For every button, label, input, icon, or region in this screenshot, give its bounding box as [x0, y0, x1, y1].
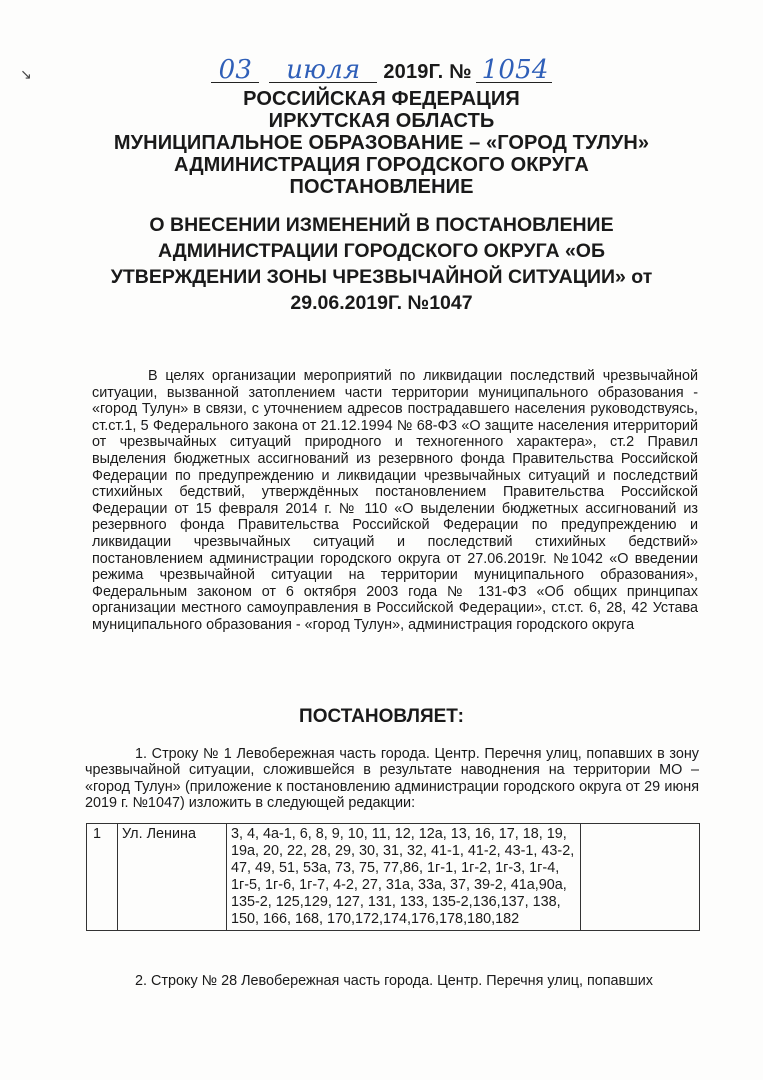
document-title [0, 212, 763, 316]
point-2-paragraph: 2. Строку № 28 Левобережная часть города. Центр. Перечня улиц, попавших [135, 973, 653, 989]
title-line-2: АДМИНИСТРАЦИИ ГОРОДСКОГО ОКРУГА «ОБ [158, 240, 605, 262]
streets-table [86, 823, 700, 931]
resolve-heading: ПОСТАНОВЛЯЕТ: [299, 706, 464, 727]
header-administration: АДМИНИСТРАЦИЯ ГОРОДСКОГО ОКРУГА [174, 154, 589, 176]
header-municipality: МУНИЦИПАЛЬНОЕ ОБРАЗОВАНИЕ – «ГОРОД ТУЛУН» [113, 132, 650, 154]
year-label: 2019Г. № [383, 61, 472, 83]
header-doc-type: ПОСТАНОВЛЕНИЕ [289, 176, 474, 198]
table-row [87, 824, 700, 931]
date-line [0, 55, 763, 85]
title-line-1: О ВНЕСЕНИИ ИЗМЕНЕНИЙ В ПОСТАНОВЛЕНИЕ [149, 214, 614, 236]
intro-paragraph: В целях организации мероприятий по ликвидации последствий чрезвычайной ситуации, вызванной затоплением части территории муниципального образования - «город Тулун» в связи, с уточнением адресов пострадавшего населения руководствуясь, ст.ст.1, 5 Федерального закона от 21.12.1994 № 68-ФЗ «О защите населения итерриторий от чрезвычайных ситуаций природного и техногенного характера», ст.2 Правил выделения бюджетных ассигнований из резервного фонда Правительства Российской Федерации по предупреждению и ликвидации чрезвычайных ситуаций и последствий стихийных бедствий, утверждённых постановлением Правительства Российской Федерации от 15 февраля 2014 г. № 110 «О выделении бюджетных ассигнований из резервного фонда Правительства Российской Федерации по предупреждению и ликвидации чрезвычайных ситуаций и последствий стихийных бедствий» постановлением администрации городского округа от 27.06.2019г. №1042 «О введении режима чрезвычайной ситуации на территории муниципального образования», Федеральным законом от 6 октября 2003 года № 131-ФЗ «Об общих принципах организации местного самоуправления в Российской Федерации», ст.ст. 6, 28, 42 Устава муниципального образования - «город Тулун», администрация городского округа [92, 368, 698, 633]
point-1-paragraph: 1. Строку № 1 Левобережная часть города. Центр. Перечня улиц, попавших в зону чрезвычайной ситуации, сложившейся в результате наводнения на территории МО – «город Тулун» (приложение к постановлению администрации городского округа от 29 июня 2019 г. №1047) изложить в следующей редакции: [85, 746, 699, 812]
title-line-3: УТВЕРЖДЕНИИ ЗОНЫ ЧРЕЗВЫЧАЙНОЙ СИТУАЦИИ» от [110, 266, 653, 288]
house-numbers: 3, 4, 4а-1, 6, 8, 9, 10, 11, 12, 12а, 13, 16, 17, 18, 19, 19а, 20, 22, 28, 29, 30, 31, 32, 41-1, 41-2, 43-1, 43-2, 47, 49, 51, 53а, 73, 75, 77,86, 1г-1, 1г-2, 1г-3, 1г-4, 1г-5, 1г-6, 1г-7, 4-2, 27, 31а, 33а, 37, 39-2, 41а,90а, 135-2, 125,129, 127, 131, 133, 135-2,136,137, 138, 150, 166, 168, 170,172,174,176,178,180,182 [227, 824, 581, 931]
handwritten-month: июля [269, 58, 377, 83]
title-line-4: 29.06.2019Г. №1047 [290, 292, 473, 314]
header-country: РОССИЙСКАЯ ФЕДЕРАЦИЯ [243, 88, 520, 110]
header-region: ИРКУТСКАЯ ОБЛАСТЬ [268, 110, 495, 132]
corner-mark: ↘ [20, 66, 32, 82]
street-name: Ул. Ленина [118, 824, 227, 931]
handwritten-number: 1054 [476, 58, 552, 83]
extra-cell [581, 824, 700, 931]
handwritten-day: 03 [211, 58, 259, 83]
document-header [0, 88, 763, 198]
row-number: 1 [87, 824, 118, 931]
